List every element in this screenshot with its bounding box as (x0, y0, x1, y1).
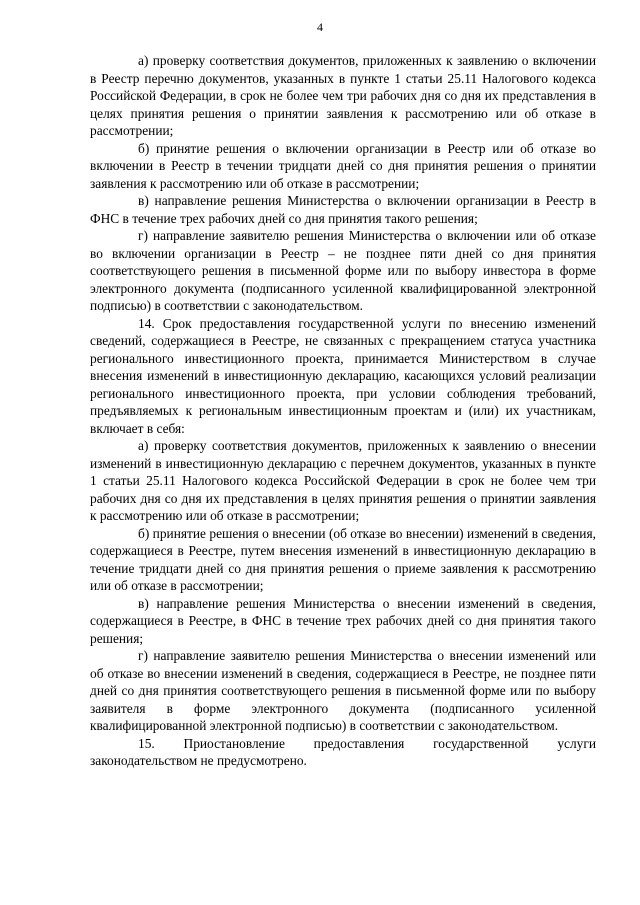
paragraph-14b: б) принятие решения о внесении (об отказе во внесении) изменений в сведения, содержащиеся в Реестре, путем внесения изменений в инвестиционную декларацию в течение тридцати дней со дня принятия решения о приеме заявления к рассмотрению или об отказе в рассмотрении; (90, 525, 596, 593)
paragraph-14: 14. Срок предоставления государственной услуги по внесению изменений сведений, содержащиеся в Реестре, не связанных с прекращением статуса участника регионального инвестиционного проекта, принимается Министерством в случае внесения изменений в инвестиционную декларацию, касающихся условий реализации регионального инвестиционного проекта, при условии соблюдения требований, предъявляемых к региональным инвестиционным проектам и (или) их участникам, включает в себя: (90, 315, 596, 436)
paragraph-13v: в) направление решения Министерства о включении организации в Реестр в ФНС в течение трех рабочих дней со дня принятия такого решения; (90, 193, 596, 226)
document-body (90, 52, 596, 770)
paragraph-14v: в) направление решения Министерства о внесении изменений в сведения, содержащиеся в Реестре, в ФНС в течение трех рабочих дней со дня принятия такого решения; (90, 595, 596, 646)
paragraph-13b: б) принятие решения о включении организации в Реестр или об отказе во включении в Реестр в течении тридцати дней со дня принятия решения о принятии заявления к рассмотрению или об отказе в рассмотрении; (90, 140, 596, 191)
paragraph-14g: г) направление заявителю решения Министерства о внесении изменений или об отказе во внесении изменений в сведения, содержащиеся в Реестре, не позднее пяти дней со дня принятия соответствующего решения в письменной форме или по выбору заявителя в форме электронного документа (подписанного усиленной квалифицированной электронной подписью) в соответствии с законодательством. (90, 648, 596, 733)
paragraph-14a: а) проверку соответствия документов, приложенных к заявлению о внесении изменений в инвестиционную декларацию с перечнем документов, указанных в пункте 1 статьи 25.11 Налогового кодекса Российской Федерации в срок не более чем три рабочих дня со дня их представления в целях принятия решения о принятии заявления к рассмотрению или об отказе в рассмотрении; (90, 438, 596, 523)
paragraph-13a: а) проверку соответствия документов, приложенных к заявлению о включении в Реестр перечню документов, указанных в пункте 1 статьи 25.11 Налогового кодекса Российской Федерации, в срок не более чем три рабочих дня со дня их представления в целях принятия решения о принятии заявления к рассмотрению или об отказе в рассмотрении; (90, 53, 596, 138)
paragraph-13g: г) направление заявителю решения Министерства о включении или об отказе во включении организации в Реестр – не позднее пяти дней со дня принятия соответствующего решения в письменной форме или по выбору инвестора в форме электронного документа (подписанного усиленной квалифицированной электронной подписью) в соответствии с законодательством. (90, 228, 596, 313)
page-number: 4 (317, 20, 323, 34)
paragraph-15: 15. Приостановление предоставления государственной услуги законодательством не предусмотрено. (90, 735, 596, 768)
